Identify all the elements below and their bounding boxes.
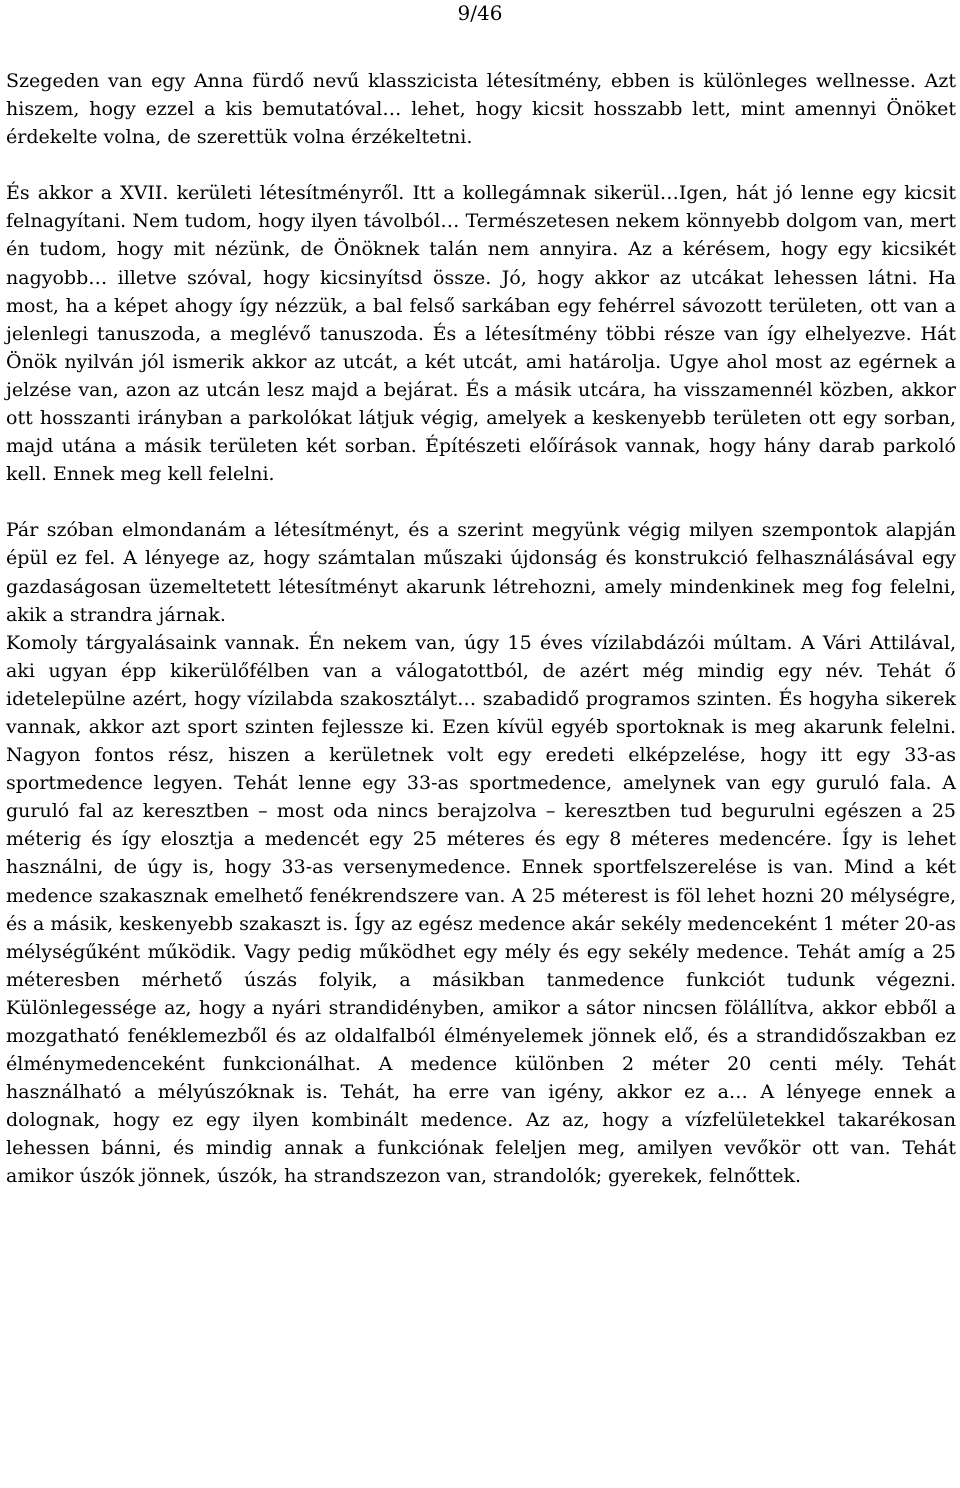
page-number: 9/46 xyxy=(457,1,503,25)
paragraph-medence-reszletek: Komoly tárgyalásaink vannak. Én nekem van, úgy 15 éves vízilabdázói múltam. A Vári Attilával, aki ugyan épp kikerülőfélben van a válogatottból, de azért még mindig egy név. Tehát ő idetelepülne azért, hogy vízilabda szakosztályt… szabadidő programos szinten. És hogyha sikerek vannak, akkor azt sport szinten fejlessze ki. Ezen kívül egyéb sportoknak is meg akarunk felelni. Nagyon fontos rész, hiszen a kerületnek volt egy eredeti elképzelése, hogy itt egy 33-as sportmedence legyen. Tehát lenne egy 33-as sportmedence, amelynek van egy guruló fala. A guruló fal az keresztben – most oda nincs berajzolva – keresztben tud begurulni egészen a 25 méterig és így elosztja a medencét egy 25 méteres és egy 8 méteres medencére. Így is lehet használni, de úgy is, hogy 33-as versenymedence. Ennek sportfelszerelése is van. Mind a két medence szakasznak emelhető fenékrendszere van. A 25 méterest is föl lehet hozni 20 mélységre, és a másik, keskenyebb szakaszt is. Így az egész medence akár sekély medenceként 1 méter 20-as mélységűként működik. Vagy pedig működhet egy mély és egy sekély medence. Tehát amíg a 25 méteresben mérhető úszás folyik, a másikban tanmedence funkciót tudunk végezni. Különlegessége az, hogy a nyári strandidényben, amikor a sátor nincsen fölállítva, akkor ebből a mozgatható fenéklemezből és az oldalfalból élményelemek jönnek elő, és a strandidőszakban ez élménymedenceként funkcionálhat. A medence különben 2 méter 20 centi mély. Tehát használható a mélyúszóknak is. Tehát, ha erre van igény, akkor ez a… A lényege ennek a dolognak, hogy ez egy ilyen kombinált medence. Az az, hogy a vízfelületekkel takarékosan lehessen bánni, és mindig annak a funkciónak feleljen meg, amilyen vevőkör ott van. Tehát amikor úszók jönnek, úszók, ha strandszezon van, strandolók; gyerekek, felnőttek. xyxy=(6,631,956,1188)
paragraph-xvii-kerulet: És akkor a XVII. kerületi létesítményről. Itt a kollegámnak sikerül…Igen, hát jó lenne egy kicsit felnagyítani. Nem tudom, hogy ilyen távolból… Természetesen nekem könnyebb dolgom van, mert én tudom, hogy mit nézünk, de Önöknek talán nem annyira. Az a kérésem, hogy egy kicsikét nagyobb… illetve szóval, hogy kicsinyítsd össze. Jó, hogy akkor az utcákat lehessen látni. Ha most, ha a képet ahogy így nézzük, a bal felső sarkában egy fehérrel sávozott területen, ott van a jelenlegi tanuszoda, a meglévő tanuszoda. És a létesítmény többi része van így elhelyezve. Hát Önök nyilván jól ismerik akkor az utcát, a két utcát, ami határolja. Ugye ahol most az egérnek a jelzése van, azon az utcán lesz majd a bejárat. És a másik utcára, ha visszamennél közben, akkor ott hosszanti irányban a parkolókat látjuk végig, amelyek a keskenyebb területen ott egy sorban, majd utána a másik területen két sorban. Építészeti előírások vannak, hogy hány darab parkoló kell. Ennek meg kell felelni. xyxy=(6,182,956,486)
paragraph-szeged-anna-furdo: Szegeden van egy Anna fürdő nevű klasszicista létesítmény, ebben is különleges wellnesse. Azt hiszem, hogy ezzel a kis bemutatóval… lehet, hogy kicsit hosszabb lett, mint amennyi Önöket érdekelte volna, de szerettük volna érzékeltetni. xyxy=(6,70,956,149)
document-body xyxy=(6,67,956,1191)
paragraph-letesitmeny-leiras: Pár szóban elmondanám a létesítményt, és a szerint megyünk végig milyen szempontok alapján épül ez fel. A lényege az, hogy számtalan műszaki újdonság és konstrukció felhasználásával egy gazdaságosan üzemeltetett létesítményt akarunk létrehozni, amely mindenkinek meg fog felelni, akik a strandra járnak. xyxy=(6,519,956,626)
